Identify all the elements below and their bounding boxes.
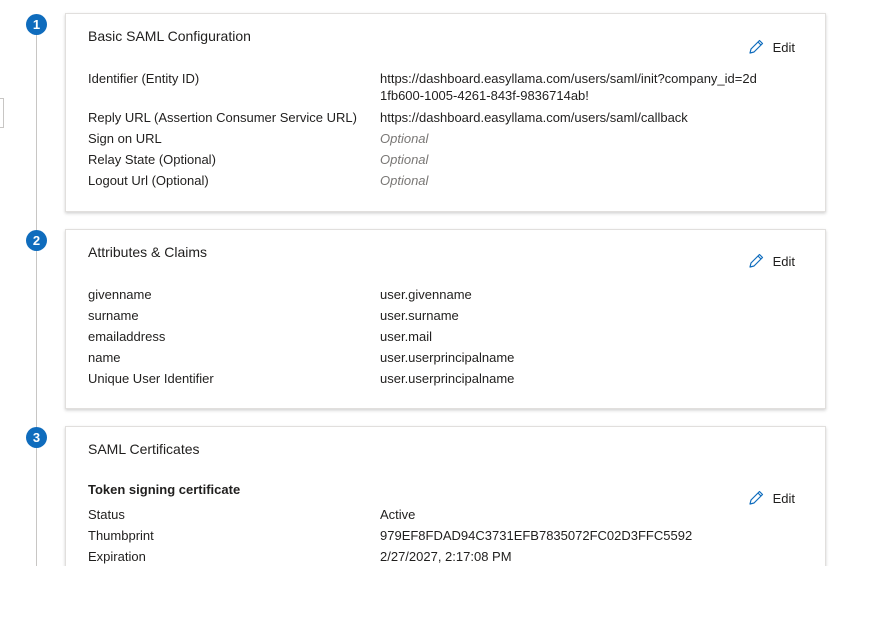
- pencil-icon: [747, 252, 765, 270]
- step-badge-1: 1: [26, 14, 47, 35]
- row-value: 979EF8FDAD94C3731EFB7835072FC02D3FFC5592: [380, 528, 693, 543]
- pencil-icon: [747, 489, 765, 507]
- edit-certificates-button[interactable]: [747, 489, 795, 507]
- row-key: Relay State (Optional): [88, 152, 216, 167]
- row-value: Optional: [380, 152, 429, 167]
- row-value: user.mail: [380, 329, 433, 344]
- token-signing-certificate-heading: Token signing certificate: [88, 482, 241, 497]
- row-key: Reply URL (Assertion Consumer Service URL): [88, 110, 357, 125]
- row-key: surname: [88, 308, 139, 323]
- row-value: user.givenname: [380, 287, 472, 302]
- row-key: emailaddress: [88, 329, 166, 344]
- row-key: Identifier (Entity ID): [88, 71, 200, 86]
- row-value: https://dashboard.easyllama.com/users/saml/init?company_id=2d1fb600-1005-4261-843f-9836714ab!: [380, 71, 757, 103]
- card-title: Attributes & Claims: [88, 244, 208, 260]
- card-title: SAML Certificates: [88, 441, 200, 457]
- row-value: 2/27/2027, 2:17:08 PM: [380, 549, 512, 564]
- row-key: Logout Url (Optional): [88, 173, 209, 188]
- edit-label: Edit: [772, 253, 795, 269]
- row-value: user.userprincipalname: [380, 350, 515, 365]
- row-key: givenname: [88, 287, 152, 302]
- card-title: Basic SAML Configuration: [88, 28, 251, 44]
- edit-basic-saml-button[interactable]: [747, 38, 795, 56]
- left-edge-marker: [0, 98, 4, 128]
- row-value: Optional: [380, 173, 429, 188]
- row-key: Thumbprint: [88, 528, 154, 543]
- saml-certificates-card: [65, 426, 826, 566]
- step-connector-line: [36, 30, 37, 566]
- row-key: name: [88, 350, 121, 365]
- row-value: https://dashboard.easyllama.com/users/saml/callback: [380, 110, 688, 125]
- row-value: Active: [380, 507, 416, 522]
- pencil-icon: [747, 38, 765, 56]
- step-badge-3: 3: [26, 427, 47, 448]
- edit-label: Edit: [772, 39, 795, 55]
- row-key: Unique User Identifier: [88, 371, 214, 386]
- row-key: Sign on URL: [88, 131, 162, 146]
- edit-attributes-button[interactable]: [747, 252, 795, 270]
- row-value: user.userprincipalname: [380, 371, 515, 386]
- edit-label: Edit: [772, 490, 795, 506]
- attributes-claims-card: [65, 229, 826, 409]
- basic-saml-configuration-card: [65, 13, 826, 212]
- row-value: Optional: [380, 131, 429, 146]
- row-key: Status: [88, 507, 125, 522]
- step-badge-2: 2: [26, 230, 47, 251]
- row-key: Expiration: [88, 549, 146, 564]
- row-value: user.surname: [380, 308, 459, 323]
